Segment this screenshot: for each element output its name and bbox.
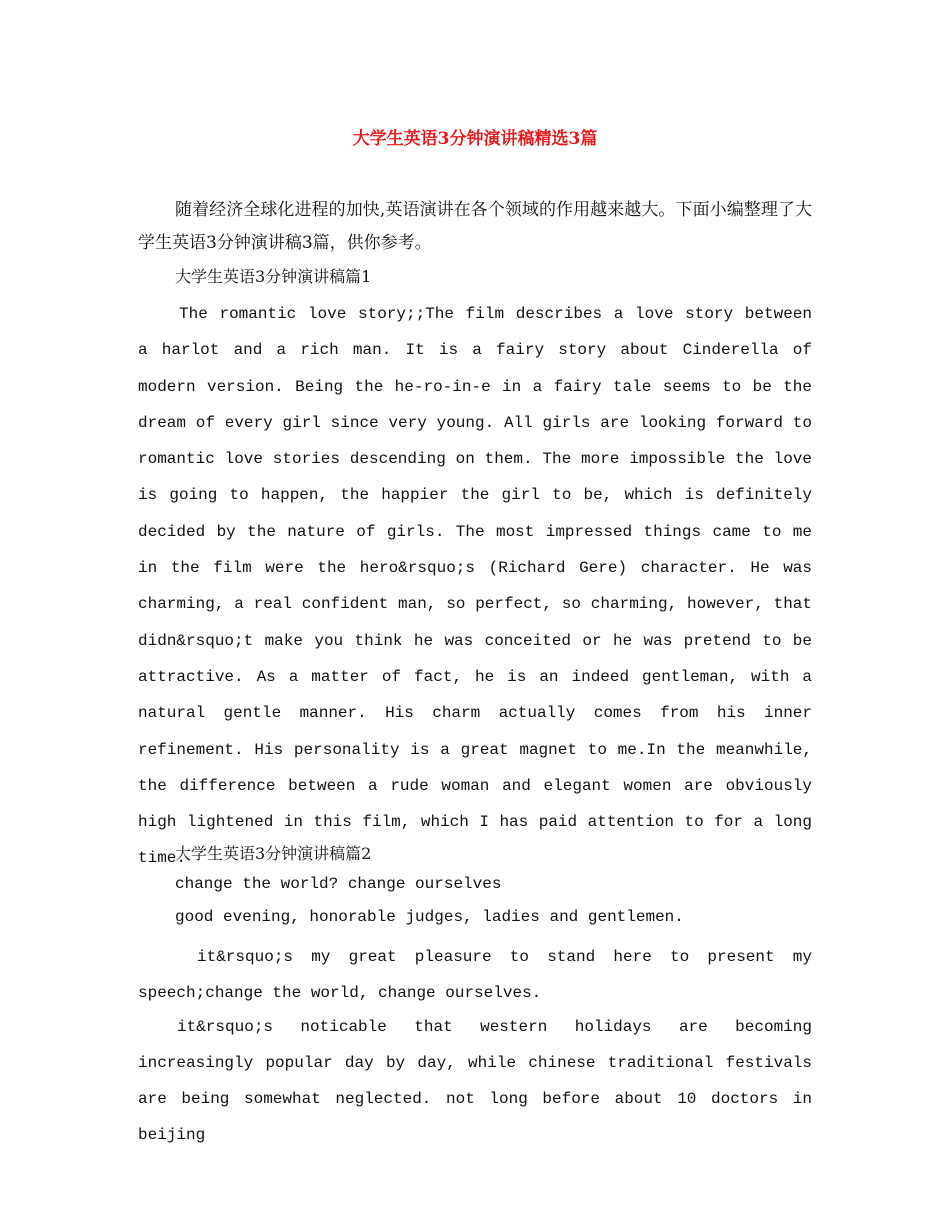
- speech2-paragraph-1: it&rsquo;s my great pleasure to stand here to present my speech;change the world, change ourselves.: [138, 948, 812, 1002]
- speech2-greeting: good evening, honorable judges, ladies and gentlemen.: [175, 908, 684, 926]
- speech2-paragraph-2: it&rsquo;s noticable that western holidays are becoming increasingly popular day by day, while chinese traditional festivals are being somewhat neglected. not long before about 10 doctors in beijing: [138, 1018, 812, 1144]
- intro-paragraph: 随着经济全球化进程的加快,英语演讲在各个领域的作用越来越大。下面小编整理了大学生英语3分钟演讲稿3篇，供你参考。: [138, 200, 812, 253]
- document-title: 大学生英语3分钟演讲稿精选3篇: [352, 129, 598, 149]
- speech1-body: The romantic love story;;The film describes a love story between a harlot and a rich man. It is a fairy story about Cinderella of modern version. Being the he-ro-in-e in a fairy tale seems to be the dream of every girl since very young. All girls are looking forward to romantic love stories descending on them. The more impossible the love is going to happen, the happier the girl to be, which is definitely decided by the nature of girls. The most impressed things came to me in the film were the hero&rsquo;s (Richard Gere) character. He was charming, a real confident man, so perfect, so charming, however, that didn&rsquo;t make you think he was conceited or he was pretend to be attractive. As a matter of fact, he is an indeed gentleman, with a natural gentle manner. His charm actually comes from his inner refinement. His personality is a great magnet to me.In the meanwhile, the difference between a rude woman and elegant women are obviously high lightened in this film, which I has paid attention to for a long time.: [138, 305, 812, 868]
- speech2-heading: 大学生英语3分钟演讲稿篇2: [175, 844, 372, 863]
- speech1-heading: 大学生英语3分钟演讲稿篇1: [175, 267, 372, 286]
- speech2-subtitle: change the world? change ourselves: [175, 875, 502, 893]
